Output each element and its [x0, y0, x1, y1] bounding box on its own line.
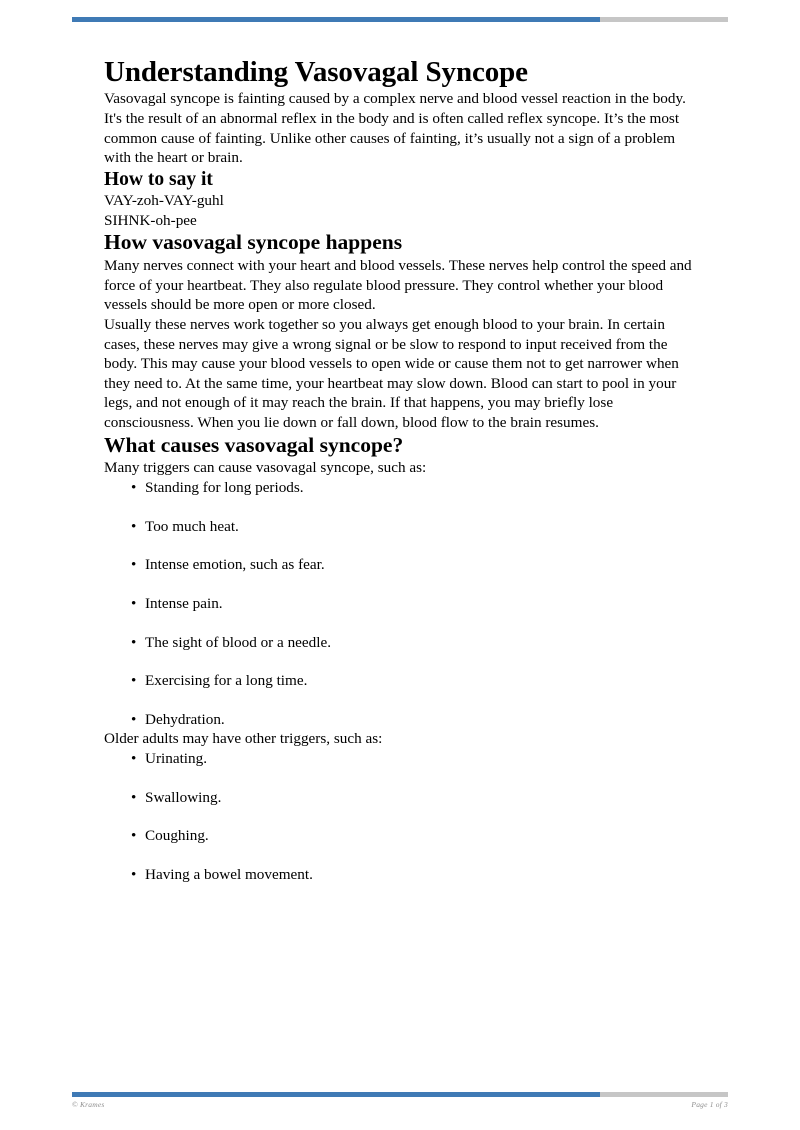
list-item	[104, 594, 696, 614]
section-heading-what-causes: What causes vasovagal syncope?	[104, 432, 404, 457]
pronunciation-line-1: VAY-zoh-VAY-guhl	[104, 192, 224, 210]
bullet-icon: •	[131, 633, 137, 651]
footer-rule	[72, 1092, 728, 1097]
footer-rule-gray-segment	[600, 1092, 728, 1097]
bullet-icon: •	[131, 672, 137, 690]
list-item	[104, 865, 696, 885]
list-item-label: Standing for long periods.	[145, 479, 304, 497]
older-adults-triggers-list	[104, 749, 696, 884]
section-heading-how-to-say-it: How to say it	[104, 168, 213, 190]
list-item	[104, 826, 696, 846]
bullet-icon: •	[131, 749, 137, 767]
happens-paragraph-1: Many nerves connect with your heart and blood vessels. These nerves help control the speed and force of your heartbeat. They also regulate blood pressure. They control whether your blood vessels should be more open or more closed.	[104, 257, 692, 314]
bullet-icon: •	[131, 827, 137, 845]
intro-paragraph: Vasovagal syncope is fainting caused by a complex nerve and blood vessel reaction in the body. It's the result of an abnormal reflex in the body and is often called reflex syncope. It’s the most common cause of fainting. Unlike other causes of fainting, it’s usually not a sign of a problem with the heart or brain.	[104, 90, 686, 167]
triggers-list	[104, 478, 696, 729]
page-footer	[72, 1100, 728, 1109]
happens-paragraph-2: Usually these nerves work together so you always get enough blood to your brain. In certain cases, these nerves may give a wrong signal or be slow to respond to input received from the body. This may cause your blood vessels to open wide or cause them not to get narrower when they need to. At the same time, your heartbeat may slow down. Blood can start to pool in your legs, and not enough of it may reach the brain. If that happens, you may briefly lose consciousness. When you lie down or fall down, blood flow to the brain resumes.	[104, 316, 679, 432]
bullet-icon: •	[131, 594, 137, 612]
bullet-icon: •	[131, 479, 137, 497]
list-item	[104, 555, 696, 575]
section-heading-how-it-happens: How vasovagal syncope happens	[104, 230, 403, 255]
footer-rule-blue-segment	[72, 1092, 600, 1097]
list-item	[104, 478, 696, 498]
list-item	[104, 788, 696, 808]
list-item-label: Intense emotion, such as fear.	[145, 556, 325, 574]
bullet-icon: •	[131, 788, 137, 806]
pronunciation-line-2: SIHNK-oh-pee	[104, 211, 197, 229]
bullet-icon: •	[131, 865, 137, 883]
triggers-lead-in: Many triggers can cause vasovagal syncope, such as:	[104, 459, 427, 477]
list-item-label: The sight of blood or a needle.	[145, 633, 331, 651]
bullet-icon: •	[131, 556, 137, 574]
footer-copyright: © Krames	[72, 1100, 105, 1109]
list-item-label: Having a bowel movement.	[145, 865, 313, 883]
list-item-label: Exercising for a long time.	[145, 672, 308, 690]
list-item	[104, 517, 696, 537]
list-item-label: Coughing.	[145, 827, 209, 845]
list-item	[104, 710, 696, 730]
list-item-label: Too much heat.	[145, 517, 239, 535]
list-item-label: Intense pain.	[145, 594, 223, 612]
list-item-label: Swallowing.	[145, 788, 222, 806]
bullet-icon: •	[131, 710, 137, 728]
footer-page-number: Page 1 of 3	[691, 1100, 728, 1109]
list-item	[104, 633, 696, 653]
list-item-label: Urinating.	[145, 749, 208, 767]
bullet-icon: •	[131, 517, 137, 535]
page-title: Understanding Vasovagal Syncope	[104, 56, 528, 88]
list-item-label: Dehydration.	[145, 710, 225, 728]
list-item	[104, 671, 696, 691]
older-adults-lead-in: Older adults may have other triggers, such as:	[104, 730, 383, 748]
document-content	[104, 0, 696, 884]
list-item	[104, 749, 696, 769]
